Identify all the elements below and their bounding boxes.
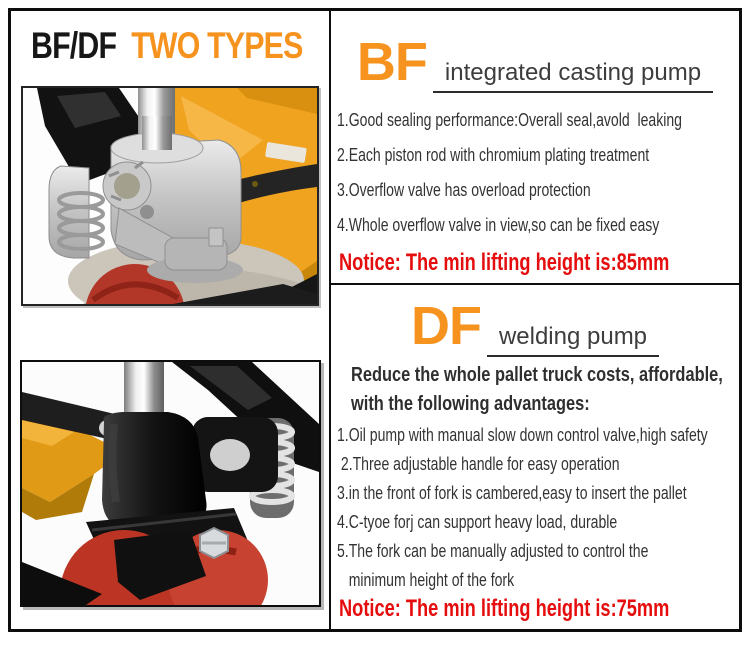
df-feature-item: 3.in the front of fork is cambered,easy to insert the pallet (337, 483, 687, 503)
df-notice: Notice: The min lifting height is:75mm (339, 595, 670, 622)
df-pump-name: welding pump (487, 323, 659, 357)
df-intro-line-2: with the following advantages: (351, 393, 590, 415)
page-title (31, 24, 303, 68)
bf-feature-list (337, 103, 739, 243)
bf-pump-name: integrated casting pump (433, 59, 713, 93)
df-feature-item: minimum height of the fork (337, 570, 515, 590)
right-column (331, 11, 739, 629)
bf-casting-pump-photo (21, 86, 319, 306)
df-feature-item: 5.The fork can be manually adjusted to control the (337, 541, 649, 561)
bf-feature-item: 4.Whole overflow valve in view,so can be fixed easy (337, 215, 660, 235)
bf-section (331, 11, 739, 285)
df-feature-item: 4.C-tyoe forj can support heavy load, durable (337, 512, 618, 532)
product-infographic-frame (8, 8, 742, 632)
df-code: DF (410, 296, 481, 356)
bf-notice: Notice: The min lifting height is:85mm (339, 249, 670, 276)
bf-code: BF (356, 32, 427, 92)
bf-feature-item: 2.Each piston rod with chromium plating treatment (337, 145, 650, 165)
df-intro (351, 361, 723, 419)
title-model-codes: BF/DF (31, 25, 117, 66)
df-feature-list (337, 421, 739, 595)
df-feature-item: 1.Oil pump with manual slow down control valve,high safety (337, 425, 708, 445)
bf-feature-item: 1.Good sealing performance:Overall seal,avold leaking (337, 110, 682, 130)
bf-feature-item: 3.Overflow valve has overload protection (337, 180, 591, 200)
df-intro-line-1: Reduce the whole pallet truck costs, affordable, (351, 364, 723, 386)
left-column (11, 11, 331, 629)
df-feature-item: 2.Three adjustable handle for easy operation (337, 454, 620, 474)
title-two-types: TWO TYPES (131, 25, 303, 66)
df-heading (331, 296, 739, 357)
bf-pump-illustration (23, 88, 317, 304)
df-pump-illustration (22, 362, 319, 605)
df-welding-pump-photo (20, 360, 321, 607)
df-section (331, 285, 739, 629)
bf-heading (331, 32, 739, 93)
